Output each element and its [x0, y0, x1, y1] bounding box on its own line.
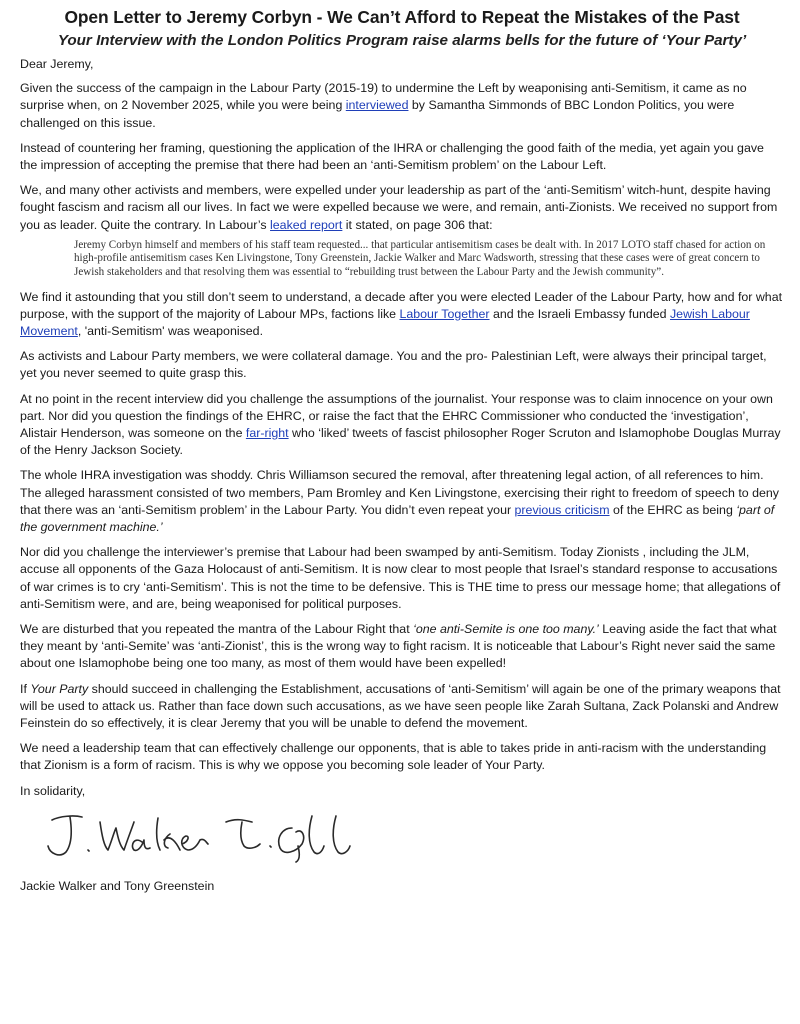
signatures [20, 806, 784, 868]
paragraph-2: Instead of countering her framing, questioning the application of the IHRA or challenging the good faith of the media, yet again you gave the impression of accepting the premise that there had been an ‘anti-Semitism problem’ on the Labour Left. [20, 140, 764, 173]
previous-criticism-link[interactable]: previous criticism [514, 502, 610, 517]
handwritten-signatures [30, 806, 390, 868]
paragraph-6-text-a: At no point in the recent interview did you challenge the assumptions of the journalist. Your response was to claim innocence on your own part. Nor did you question the findings of the EHRC, or raise the fact that the EHRC Commissioner who conducted the ‘investigation’, Alistair Henderson, was someone on the [20, 391, 773, 441]
paragraph-7-italic: ‘part of the government machine.’ [20, 502, 775, 535]
letter-subtitle: Your Interview with the London Politics Program raise alarms bells for the future of ‘Your Party’ [57, 32, 747, 49]
paragraph-7-text-a: The whole IHRA investigation was shoddy. Chris Williamson secured the removal, after threatening legal action, of all references to him. The alleged harassment consisted of two members, Pam Bromley and Ken Livingstone, exercising their right to freedom of speech to deny that there was an ‘anti-Semitism problem’ in the Labour Party. You didn’t even repeat your [20, 468, 779, 517]
paragraph-10-italic: Your Party [30, 681, 89, 696]
paragraph-4-text-a: We find it astounding that you still don’t seem to understand, a decade after you were elected Leader of the Labour Party, how and for what purpose, with the support of the majority of Labour MPs, factions like [20, 289, 783, 321]
paragraph-7-text-b: of the EHRC as being [609, 502, 737, 517]
paragraph-10-text-a: If [20, 681, 31, 696]
paragraph-7 [20, 467, 784, 536]
closing: In solidarity, [20, 783, 86, 798]
paragraph-1 [20, 80, 784, 132]
report-quote: Jeremy Corbyn himself and members of his staff team requested... that particular antisemitism cases be dealt with. In 2017 LOTO staff chased for action on high-profile antisemitism cases Ken Livingstone, Tony Greenstein, Jackie Walker and Marc Wadsworth, stressing that these cases were of great concern to Jewish stakeholders and that resolving them was essential to “rebuilding trust between the Labour Party and the Jewish community”. [74, 238, 766, 279]
paragraph-10 [20, 681, 784, 733]
labour-together-link[interactable]: Labour Together [399, 306, 490, 321]
authors: Jackie Walker and Tony Greenstein [20, 878, 215, 893]
paragraph-3-text-a: We, and many other activists and members, were expelled under your leadership as part of the ‘anti-Semitism’ witch-hunt, despite having fought fascism and racism all our lives. In fact we were expelled because we were, and remain, anti-Zionists. We received no support from you as leader. Quite the contrary. In Labour’s [20, 183, 778, 232]
paragraph-4-text-c: , 'anti-Semitism' was weaponised. [77, 324, 264, 339]
paragraph-10-text-b: should succeed in challenging the Establishment, accusations of ‘anti-Semitism’ will again be one of the primary weapons that will be used to attack us. Rather than face down such accusations, as we have seen people like Zarah Sultana, Zack Polanski and Andrew Feinstein do so effectively, it is clear Jeremy that you will be unable to defend the movement. [20, 681, 781, 731]
paragraph-9 [20, 621, 784, 673]
paragraph-6 [20, 391, 784, 460]
paragraph-5: As activists and Labour Party members, we were collateral damage. You and the pro- Palestinian Left, were always their principal target, yet you never seemed to quite grasp this. [20, 349, 767, 381]
leaked-report-link[interactable]: leaked report [270, 217, 343, 232]
paragraph-4 [20, 289, 784, 341]
paragraph-3 [20, 182, 784, 234]
signature-jackie-walker [48, 816, 208, 855]
salutation: Dear Jeremy, [20, 57, 94, 71]
signature-tony-greenstein [226, 816, 350, 862]
paragraph-8: Nor did you challenge the interviewer’s premise that Labour had been swamped by anti-Semitism. Today Zionists , including the JLM, accuse all opponents of the Gaza Holocaust of anti-Semitism. It is now clear to most people that Israel’s standard response to accusations of war crimes is to cry ‘anti-Semitism’. This is not the time to be defensive. This is THE time to press our message home; that allegations of anti-Semitism were, and are, being weaponised for political purposes. [20, 545, 781, 611]
jewish-labour-movement-link[interactable]: Jewish Labour Movement [20, 306, 750, 339]
paragraph-9-italic: ‘one anti-Semite is one too many.’ [413, 622, 599, 637]
letter-title: Open Letter to Jeremy Corbyn - We Can’t Afford to Repeat the Mistakes of the Past [64, 7, 740, 27]
paragraph-9-text-a: We are disturbed that you repeated the mantra of the Labour Right that [20, 622, 414, 637]
paragraph-4-text-b: and the Israeli Embassy funded [489, 306, 670, 321]
paragraph-11: We need a leadership team that can effectively challenge our opponents, that is able to takes pride in anti-racism with the understanding that Zionism is a form of racism. This is why we oppose you becoming sole leader of Your Party. [20, 741, 767, 773]
interviewed-link[interactable]: interviewed [345, 98, 409, 113]
paragraph-9-text-b: Leaving aside the fact that what they meant by ‘anti-Semite’ was ‘anti-Zionist’, this is the wrong way to fight racism. It is noticeable that Labour’s Right never said the same about one Islamophobe being one too many, as most of them would have been expelled! [20, 622, 777, 671]
paragraph-1-text-a: Given the success of the campaign in the Labour Party (2015-19) to undermine the Left by weaponising anti-Semitism, it came as no surprise when, on 2 November 2025, while you were being [20, 81, 747, 113]
paragraph-6-text-b: who ‘liked’ tweets of fascist philosopher Roger Scruton and Islamophobe Douglas Murray of the Henry Jackson Society. [20, 426, 781, 458]
paragraph-3-text-b: it stated, on page 306 that: [342, 217, 493, 232]
paragraph-1-text-b: by Samantha Simmonds of BBC London Politics, you were challenged on this issue. [20, 98, 735, 130]
far-right-link[interactable]: far-right [245, 426, 289, 441]
